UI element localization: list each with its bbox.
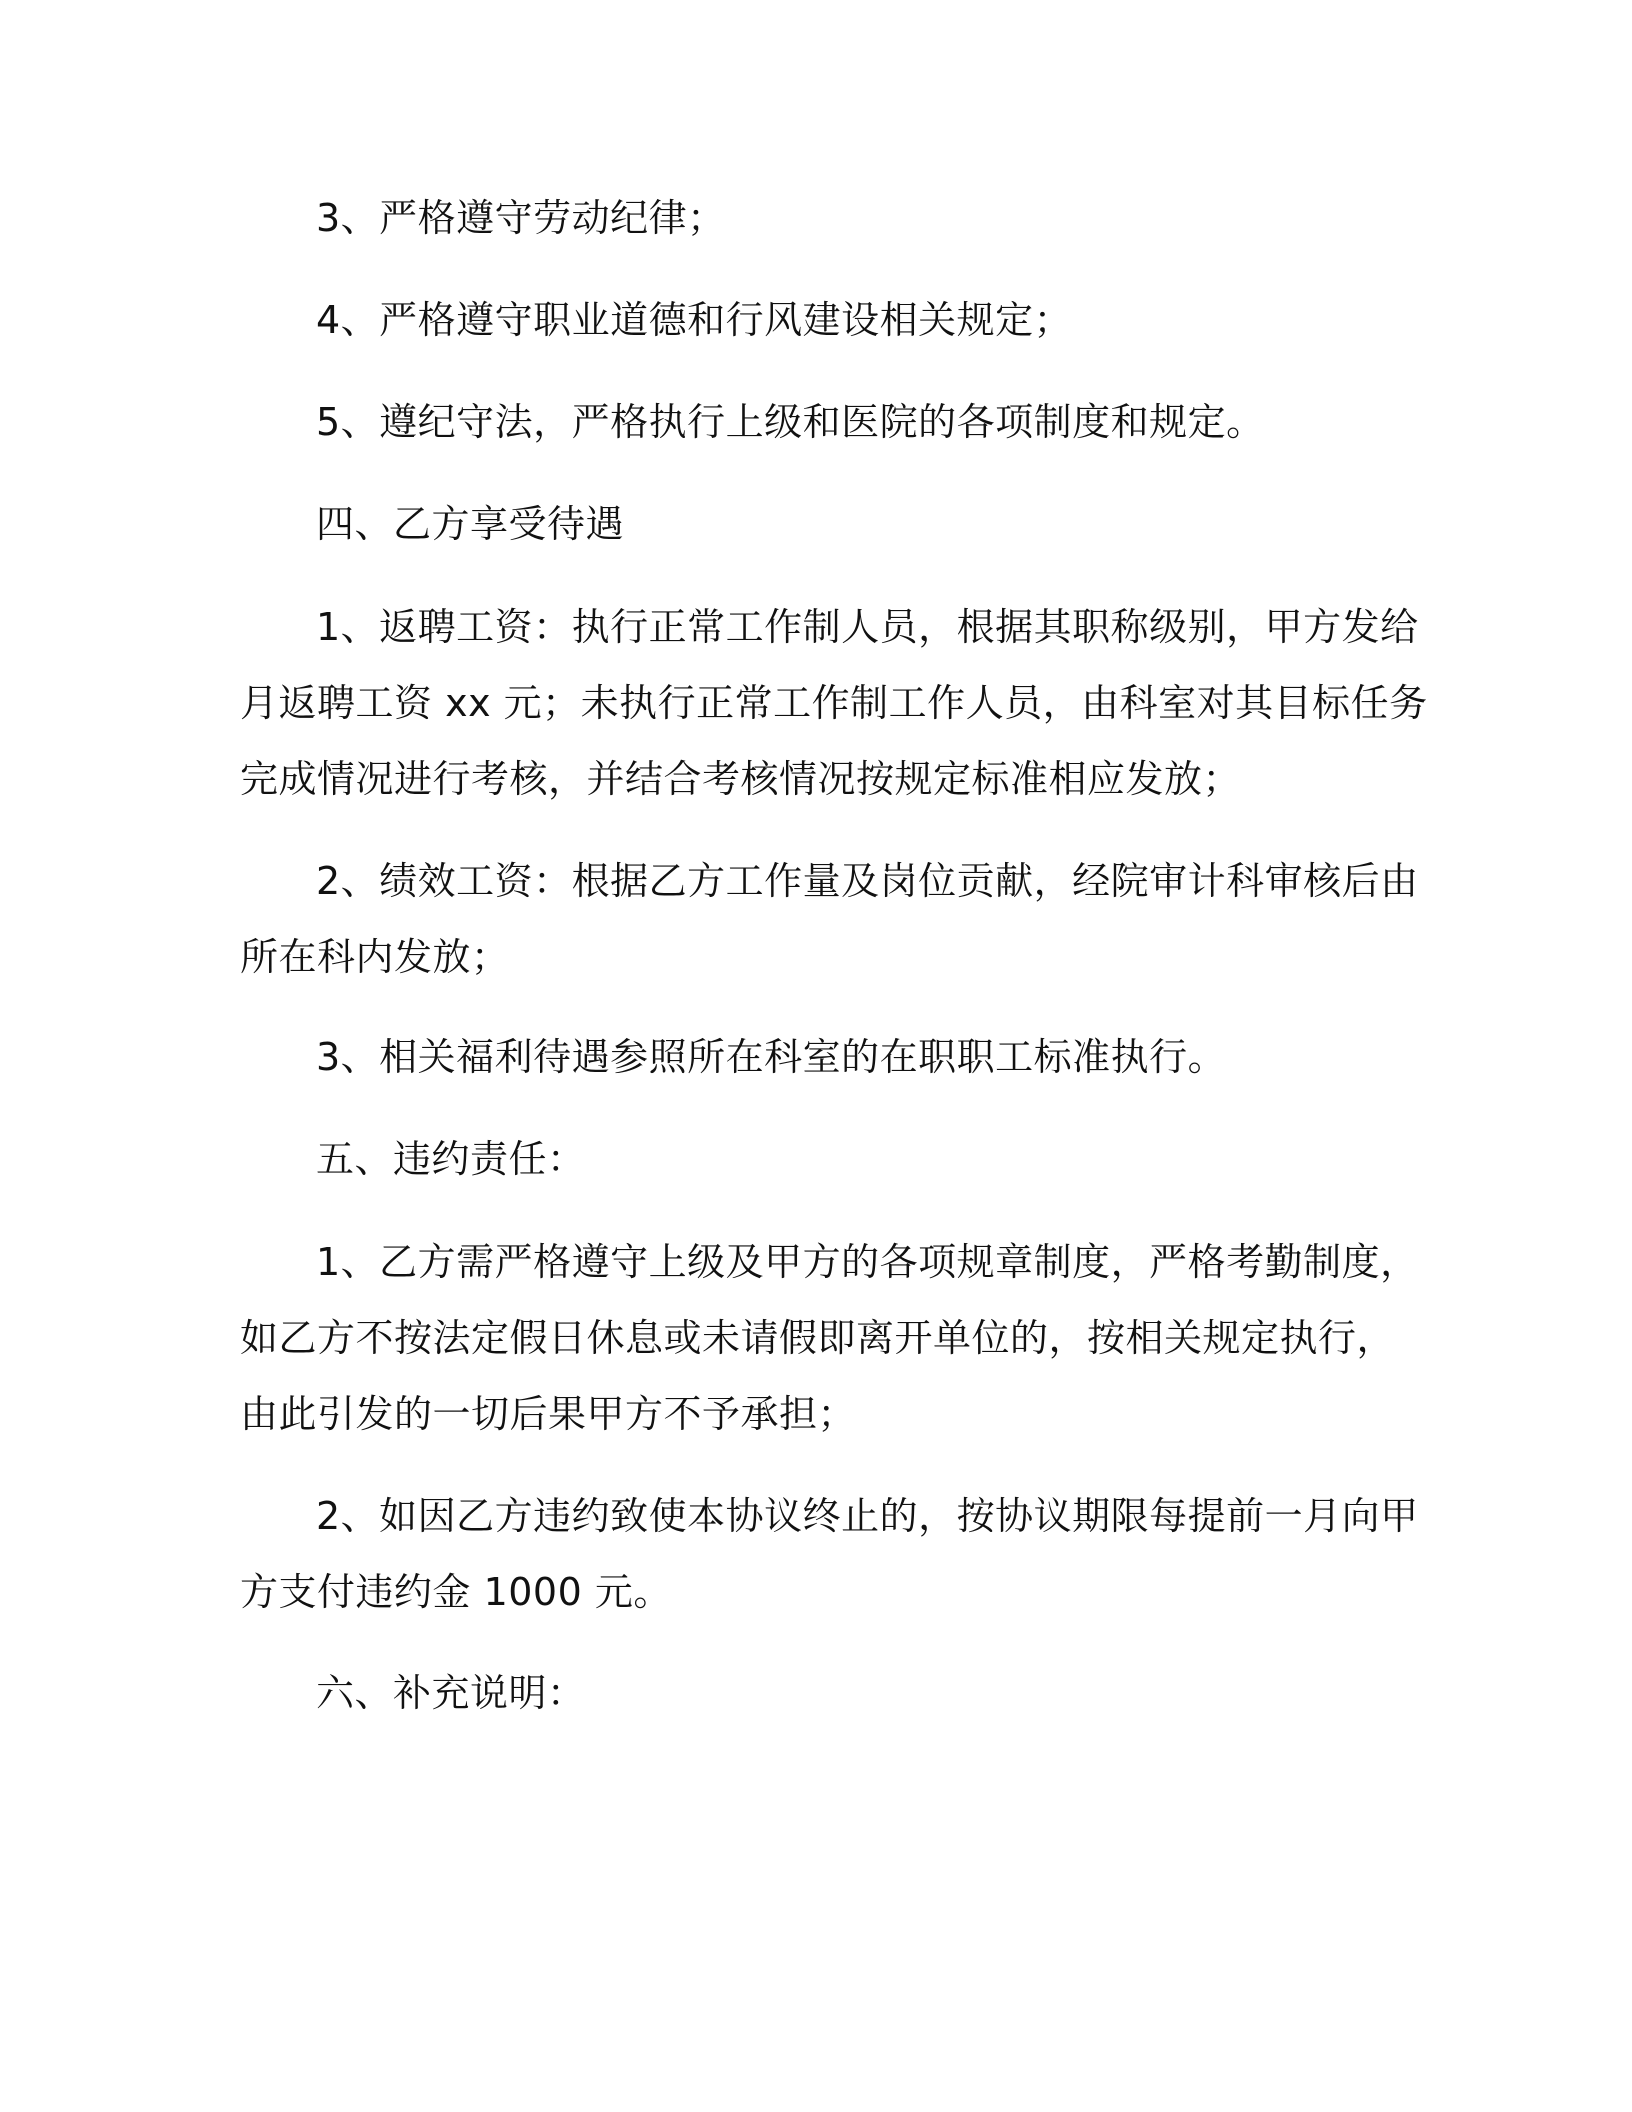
text-line: 4、严格遵守职业道德和行风建设相关规定； — [316, 298, 1073, 342]
clause-3-5 — [240, 384, 1380, 460]
section-title: 五、违约责任： — [316, 1137, 586, 1181]
text-line: 如乙方不按法定假日休息或未请假即离开单位的，按相关规定执行， — [240, 1316, 1396, 1360]
section-title: 四、乙方享受待遇 — [316, 502, 625, 546]
section-title: 六、补充说明： — [316, 1671, 586, 1715]
clause-4-2 — [240, 843, 1419, 995]
text-line: 5、遵纪守法，严格执行上级和医院的各项制度和规定。 — [316, 400, 1265, 444]
text-line: 所在科内发放； — [240, 935, 510, 979]
clause-5-2 — [240, 1478, 1419, 1630]
text-line: 完成情况进行考核，并结合考核情况按规定标准相应发放； — [240, 757, 1242, 801]
clause-5-1 — [240, 1224, 1419, 1452]
clause-4-3 — [240, 1019, 1380, 1095]
text-line: 1、乙方需严格遵守上级及甲方的各项规章制度，严格考勤制度， — [316, 1240, 1419, 1284]
text-line: 3、严格遵守劳动纪律； — [316, 196, 726, 240]
text-line: 方支付违约金 1000 元。 — [240, 1570, 672, 1614]
section-heading-6 — [240, 1655, 1380, 1731]
clause-3-3 — [240, 180, 1380, 256]
text-line: 1、返聘工资：执行正常工作制人员，根据其职称级别，甲方发给 — [316, 605, 1419, 649]
text-line: 由此引发的一切后果甲方不予承担； — [240, 1392, 857, 1436]
clause-3-4 — [240, 282, 1380, 358]
text-line: 月返聘工资 xx 元；未执行正常工作制工作人员，由科室对其目标任务 — [240, 681, 1428, 725]
text-line: 2、绩效工资：根据乙方工作量及岗位贡献，经院审计科审核后由 — [316, 859, 1419, 903]
section-heading-5 — [240, 1121, 1380, 1197]
clause-4-1 — [240, 589, 1428, 817]
text-line: 3、相关福利待遇参照所在科室的在职职工标准执行。 — [316, 1035, 1227, 1079]
text-line: 2、如因乙方违约致使本协议终止的，按协议期限每提前一月向甲 — [316, 1494, 1419, 1538]
section-heading-4 — [240, 486, 1380, 562]
